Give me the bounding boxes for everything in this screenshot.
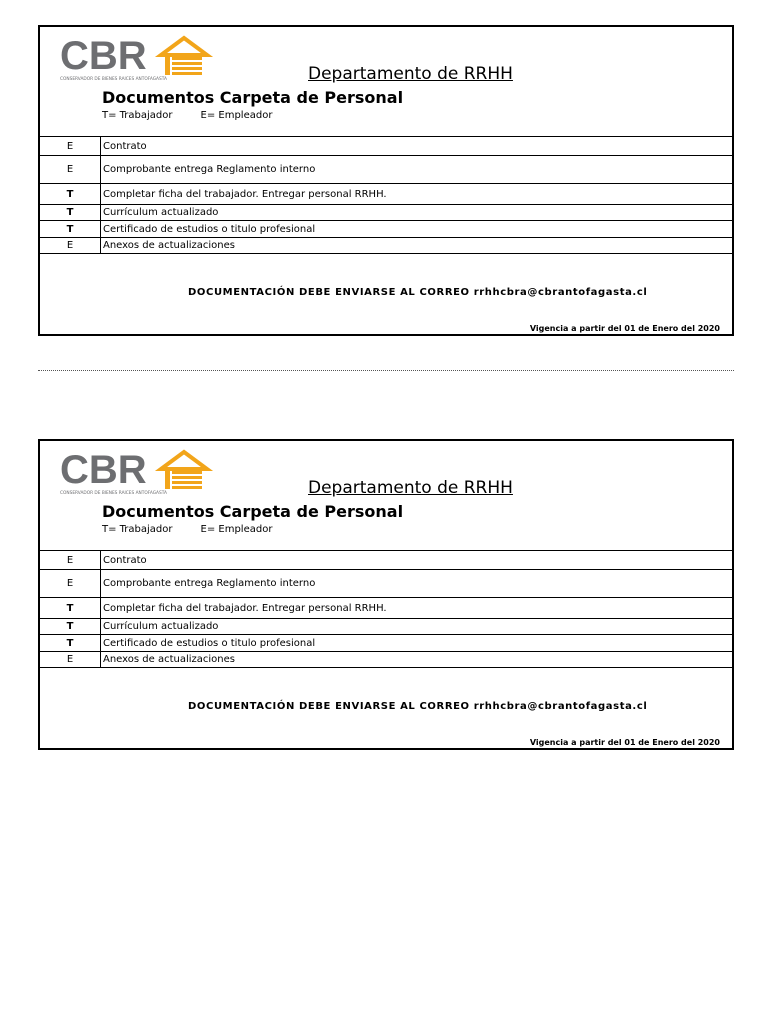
row-label: Completar ficha del trabajador. Entregar personal RRHH. bbox=[100, 184, 732, 204]
row-label: Currículum actualizado bbox=[100, 619, 732, 634]
row-code: T bbox=[66, 621, 74, 632]
legend bbox=[102, 524, 272, 535]
document-list bbox=[40, 550, 732, 668]
row-code: T bbox=[66, 223, 74, 235]
row-label: Completar ficha del trabajador. Entregar personal RRHH. bbox=[100, 598, 732, 618]
svg-text:CBR: CBR bbox=[60, 448, 147, 492]
document-list bbox=[40, 136, 732, 254]
svg-text:CONSERVADOR DE BIENES RAICES A: CONSERVADOR DE BIENES RAICES ANTOFAGASTA bbox=[60, 77, 167, 82]
department-title: Departamento de RRHH bbox=[308, 478, 513, 498]
document-title: Documentos Carpeta de Personal bbox=[102, 502, 404, 521]
table-row bbox=[40, 550, 732, 569]
row-label: Contrato bbox=[100, 551, 732, 569]
email-notice: DOCUMENTACIÓN DEBE ENVIARSE AL CORREO rrhhcbra@cbrantofagasta.cl bbox=[188, 701, 648, 712]
row-label: Anexos de actualizaciones bbox=[100, 652, 732, 667]
validity-note: Vigencia a partir del 01 de Enero del 2020 bbox=[529, 738, 720, 747]
row-code: T bbox=[66, 602, 74, 614]
row-label: Comprobante entrega Reglamento interno bbox=[100, 570, 732, 597]
cut-line-divider bbox=[38, 370, 734, 371]
table-row bbox=[40, 220, 732, 237]
row-label: Comprobante entrega Reglamento interno bbox=[100, 156, 732, 183]
table-row bbox=[40, 136, 732, 155]
legend-empleador: E= Empleador bbox=[200, 110, 273, 121]
department-title: Departamento de RRHH bbox=[308, 64, 513, 84]
row-label: Certificado de estudios o titulo profesional bbox=[100, 221, 732, 237]
validity-note: Vigencia a partir del 01 de Enero del 2020 bbox=[529, 324, 720, 333]
table-row bbox=[40, 155, 732, 183]
row-code: T bbox=[66, 207, 74, 218]
building-stripes-icon bbox=[161, 452, 207, 489]
row-code: E bbox=[66, 140, 74, 152]
personnel-form-1 bbox=[38, 25, 734, 336]
building-stripes-icon bbox=[161, 38, 207, 75]
table-row bbox=[40, 618, 732, 634]
row-code: T bbox=[66, 637, 74, 649]
row-code: E bbox=[66, 240, 74, 251]
table-row bbox=[40, 597, 732, 618]
table-row bbox=[40, 569, 732, 597]
table-row bbox=[40, 204, 732, 220]
row-label: Anexos de actualizaciones bbox=[100, 238, 732, 253]
personnel-form-2 bbox=[38, 439, 734, 750]
cbr-logo bbox=[58, 447, 218, 497]
email-notice: DOCUMENTACIÓN DEBE ENVIARSE AL CORREO rrhhcbra@cbrantofagasta.cl bbox=[188, 287, 648, 298]
document-title: Documentos Carpeta de Personal bbox=[102, 88, 404, 107]
legend-trabajador: T= Trabajador bbox=[102, 110, 173, 121]
row-code: E bbox=[66, 554, 74, 566]
legend bbox=[102, 110, 272, 121]
legend-empleador: E= Empleador bbox=[200, 524, 273, 535]
table-row bbox=[40, 634, 732, 651]
row-label: Contrato bbox=[100, 137, 732, 155]
cbr-logo bbox=[58, 33, 218, 83]
row-code: T bbox=[66, 188, 74, 200]
row-code: E bbox=[66, 654, 74, 665]
row-label: Certificado de estudios o titulo profesional bbox=[100, 635, 732, 651]
svg-text:CONSERVADOR DE BIENES RAICES A: CONSERVADOR DE BIENES RAICES ANTOFAGASTA bbox=[60, 491, 167, 496]
table-row bbox=[40, 183, 732, 204]
table-row bbox=[40, 237, 732, 254]
svg-text:CBR: CBR bbox=[60, 34, 147, 78]
table-row bbox=[40, 651, 732, 668]
row-code: E bbox=[66, 578, 74, 589]
row-code: E bbox=[66, 164, 74, 175]
legend-trabajador: T= Trabajador bbox=[102, 524, 173, 535]
row-label: Currículum actualizado bbox=[100, 205, 732, 220]
